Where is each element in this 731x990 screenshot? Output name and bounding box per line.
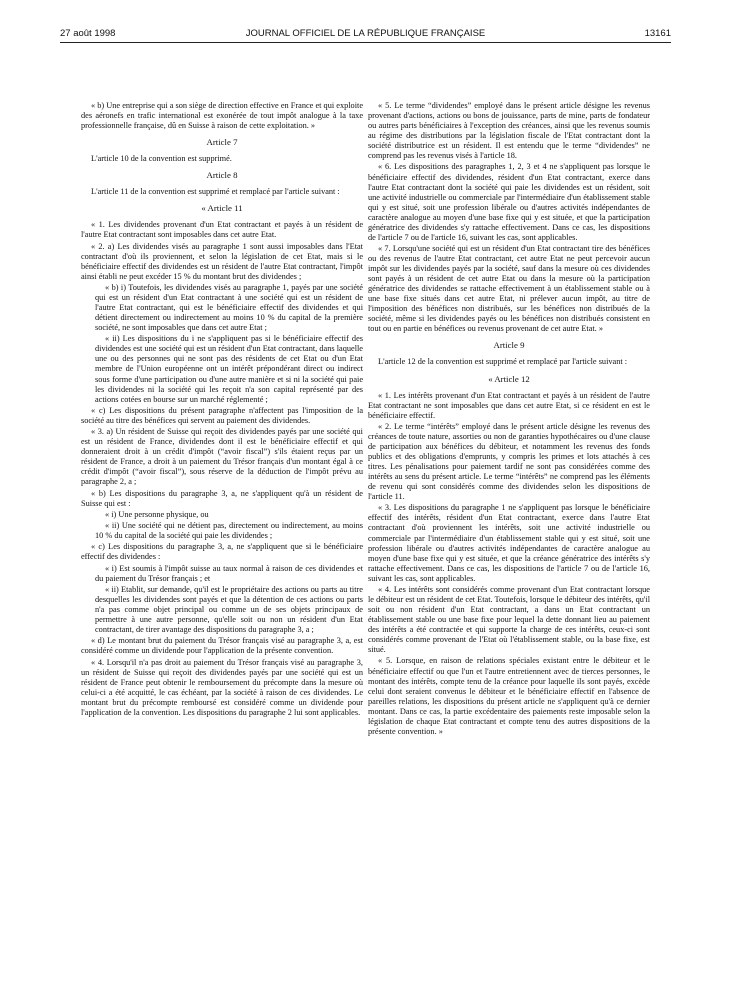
paragraph: « 5. Le terme “dividendes” employé dans le présent article désigne les revenus provenant d'actions, actions ou bons de jouissance, parts de mine, parts de fondateur ou autres parts bénéficiaires à l'exception des créances, ainsi que les revenus soumis au régime des distributions par la législation fiscale de l'Etat contractant dont la société distributrice est un résident. Il est entendu que le terme “dividendes” ne comprend pas les revenus visés à l'article 18. [368,101,650,161]
paragraph: L'article 12 de la convention est supprimé et remplacé par l'article suivant : [378,357,628,367]
page-header [60,27,671,41]
paragraph: « b) i) Toutefois, les dividendes visés au paragraphe 1, payés par une société qui est un résident d'un Etat contractant à une société qui est un résident de l'autre Etat contractant, qui est le bénéficiaire effectif des dividendes et qui détient directement ou indirectement au moins 10 % du capital de la première société, ne sont imposables que dans cet autre Etat ; [95,282,363,333]
paragraph: « c) Les dispositions du paragraphe 3, a, ne s'appliquent que si le bénéficiaire effectif des dividendes : [81,542,363,562]
header-rule [60,42,671,43]
paragraph: « 2. Le terme “intérêts” employé dans le présent article désigne les revenus des créances de toute nature, assorties ou non de garanties hypothécaires ou d'une clause de participation aux bénéfices du débiteur, et notamment les revenus des fonds publics et des obligations d'emprunts, y compris les primes et lots attachés à ces titres. Les pénalisations pour paiement tardif ne sont pas considérées comme des intérêts au sens du présent article. Le terme “intérêts” ne comprend pas les éléments de revenu qui sont considérés comme des dividendes selon les dispositions de l'article 11. [368,421,650,502]
paragraph: L'article 11 de la convention est supprimé et remplacé par l'article suivant : [91,187,340,197]
paragraph: L'article 10 de la convention est supprimé. [91,154,232,164]
paragraph: « 3. Les dispositions du paragraphe 1 ne s'appliquent pas lorsque le bénéficiaire effectif des intérêts, résident d'un Etat contractant, exerce dans l'autre Etat contractant d'où proviennent les intérêts, soit une activité industrielle ou commerciale par l'intermédiaire d'un établissement stable qui y est situé, soit une profession libérale ou d'autres activités indépendantes de caractère analogue au moyen d'une base fixe qui y est située, et que la créance génératrice des intérêts s'y rattache effectivement. Dans ce cas, les dispositions de l'article 7 ou de l'article 16, suivant les cas, sont applicables. [368,503,650,583]
paragraph: « 4. Les intérêts sont considérés comme provenant d'un Etat contractant lorsque le débiteur est un résident de cet Etat. Toutefois, lorsque le débiteur des intérêts, qu'il soit ou non résident d'un Etat contractant, a dans un Etat contractant un établissement stable ou une base fixe pour lequel la dette donnant lieu au paiement des intérêts a été contractée et qui supporte la charge de ces intérêts, ceux-ci sont considérés comme provenant de l'Etat où l'établissement stable, ou la base fixe, est situé. [368,584,650,655]
paragraph: « d) Le montant brut du paiement du Trésor français visé au paragraphe 3, a, est considéré comme un dividende pour l'application de la présente convention. [81,636,363,656]
header-page-number: 13161 [644,28,671,39]
paragraph: « 4. Lorsqu'il n'a pas droit au paiement du Trésor français visé au paragraphe 3, un résident de Suisse qui reçoit des dividendes payés par une société qui est un résident de France peut obtenir le remboursement du précompte dans la mesure où celui-ci a été acquitté, le cas échéant, par la société à raison de ces dividendes. Le montant brut du précompte remboursé est considéré comme un dividende pour l'application de la convention. Les dispositions du paragraphe 2 lui sont applicables. [81,657,363,717]
paragraph: « 3. a) Un résident de Suisse qui reçoit des dividendes payés par une société qui est un résident de France, dividendes dont il est le bénéficiaire effectif et qui donneraient droit à un crédit d'impôt (“avoir fiscal”) s'ils étaient reçus par un résident de France, a droit à un paiement du Trésor français d'un montant égal à ce crédit d'impôt (“avoir fiscal”), sous réserve de la déduction de l'impôt prévu au paragraphe 2, a ; [81,427,363,487]
article-heading: Article 8 [206,170,238,181]
article-heading: « Article 11 [201,203,243,214]
paragraph: « b) Les dispositions du paragraphe 3, a, ne s'appliquent qu'à un résident de Suisse qui est : [81,488,363,508]
paragraph: « i) Une personne physique, ou [105,509,209,519]
paragraph: « 7. Lorsqu'une société qui est un résident d'un Etat contractant tire des bénéfices ou des revenus de l'autre Etat contractant, cet autre Etat ne peut percevoir aucun impôt sur les dividendes payés par la société, sauf dans la mesure où ces dividendes sont payés à un résident de cet autre Etat ou dans la mesure où la participation génératrice des dividendes se rattache effectivement à un établissement stable ou à une base fixe situés dans cet autre Etat, ni prélever aucun impôt, au titre de l'imposition des bénéfices non distribués, sur les bénéfices non distribués de la société, même si les dividendes payés ou les bénéfices non distribués consistent en tout ou en partie en bénéfices ou revenus provenant de cet autre Etat. » [368,244,650,334]
article-heading: Article 9 [493,340,525,351]
paragraph: « ii) Une société qui ne détient pas, directement ou indirectement, au moins 10 % du capital de la société qui paie les dividendes ; [95,521,363,541]
left-column [81,101,363,719]
paragraph: « i) Est soumis à l'impôt suisse au taux normal à raison de ces dividendes et du paiement du Trésor français ; et [95,563,363,583]
right-column [368,101,650,738]
paragraph: « 2. a) Les dividendes visés au paragraphe 1 sont aussi imposables dans l'Etat contractant d'où ils proviennent, et selon la législation de cet Etat, mais si le bénéficiaire effectif des dividendes est un résident de l'autre Etat contractant, l'impôt ainsi établi ne peut excéder 15 % du montant brut des dividendes ; [81,241,363,281]
header-journal-title: JOURNAL OFFICIEL DE LA RÉPUBLIQUE FRANÇAISE [245,28,486,39]
paragraph: « ii) Les dispositions du i ne s'appliquent pas si le bénéficiaire effectif des dividendes est une société qui est un résident d'un Etat contractant, dans laquelle une ou des personnes qui ne sont pas des résidents de cet Etat ou d'un Etat membre de l'Union européenne ont un intérêt prépondérant direct ou indirect sous forme d'une participation ou d'une autre manière et si ni la société qui paie les dividendes ni la société qui les reçoit n'a son capital représenté par des actions cotées en bourse sur un marché réglementé ; [95,334,363,404]
header-date: 27 août 1998 [60,28,116,39]
article-heading: « Article 12 [488,373,530,384]
paragraph: « c) Les dispositions du présent paragraphe n'affectent pas l'imposition de la société au titre des bénéfices qui servent au paiement des dividendes. [81,405,363,425]
paragraph: « 5. Lorsque, en raison de relations spéciales existant entre le débiteur et le bénéficiaire effectif ou que l'un et l'autre entretiennent avec de tierces personnes, le montant des intérêts, compte tenu de la créance pour laquelle ils sont payés, excède celui dont seraient convenus le débiteur et le bénéficiaire effectif en l'absence de pareilles relations, les dispositions du présent article ne s'appliquent qu'à ce dernier montant. Dans ce cas, la partie excédentaire des paiements reste imposable selon la législation de chaque Etat contractant et compte tenu des autres dispositions de la présente convention. » [368,656,650,736]
paragraph: « 6. Les dispositions des paragraphes 1, 2, 3 et 4 ne s'appliquent pas lorsque le bénéficiaire effectif des dividendes, résident d'un Etat contractant, exerce dans l'autre Etat contractant dont la société qui paie les dividendes est un résident, soit une activité industrielle ou commerciale par l'intermédiaire d'un établissement stable qui y est situé, soit une profession libérale ou d'autres activités indépendantes de caractère analogue au moyen d'une base fixe qui y est située, et que la participation génératrice des dividendes s'y rattache effectivement. Dans ce cas, les dispositions de l'article 7 ou de l'article 16, suivant les cas, sont applicables. [368,162,650,242]
paragraph: « 1. Les intérêts provenant d'un Etat contractant et payés à un résident de l'autre Etat contractant ne sont imposables que dans cet autre Etat, si ce résident en est le bénéficiaire effectif. [368,390,650,420]
paragraph: « b) Une entreprise qui a son siège de direction effective en France et qui exploite des aéronefs en trafic international est exonérée de tout impôt analogue à la taxe professionnelle française, dû en Suisse à raison de cette exploitation. » [81,101,363,131]
paragraph: « 1. Les dividendes provenant d'un Etat contractant et payés à un résident de l'autre Etat contractant sont imposables dans cet autre Etat. [81,220,363,240]
paragraph: « ii) Etablit, sur demande, qu'il est le propriétaire des actions ou parts au titre desquelles les dividendes sont payés et que la détention de ces actions ou parts n'a pas comme objet principal ou comme un de ses objets principaux de permettre à une autre personne, qu'elle soit ou non un résident d'un Etat contractant, de tirer avantage des dispositions du paragraphe 3, a ; [95,584,363,635]
article-heading: Article 7 [206,137,238,148]
